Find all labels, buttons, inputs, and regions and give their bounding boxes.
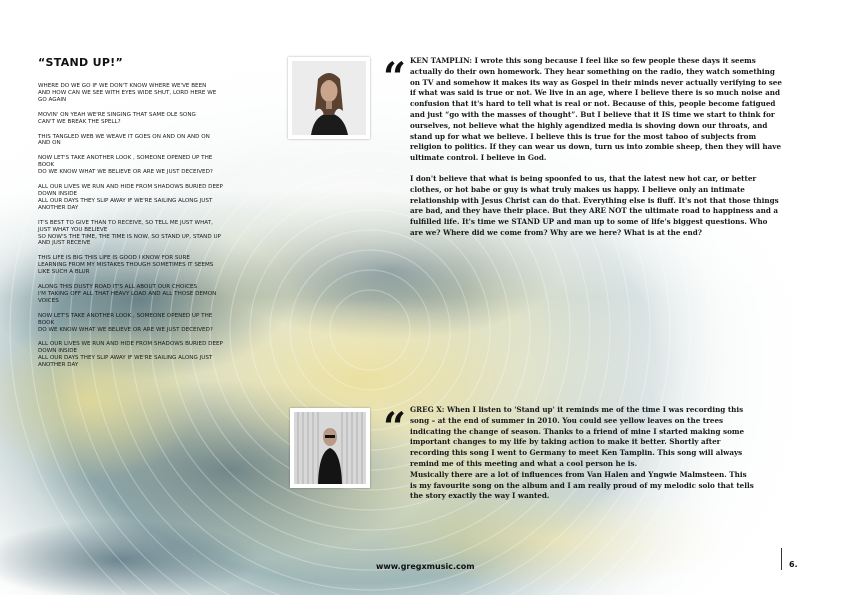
greg-x-statement	[410, 405, 755, 512]
quote-mark-icon: “	[383, 54, 407, 101]
ken-tamplin-photo	[288, 57, 370, 139]
statement-paragraph: I wrote this song because I feel like so few people these days it seems actually do their own homework. They hear something on the radio, they watch something on TV and somehow it makes its way as Gospel in their minds never actually verifying to see if what was said is true or not. We live in an age, where I believe there is so much noise and confusion that it's hard to tell what is real or not. Because of this, people become fatigued and just “go with the masses of thought”. But I believe that it IS time we start to think for ourselves, not believe what the highly agendized media is shoving down our throats, and stand up for what we believe. I believe this is true for the most taboo of subjects from religion to politics. If they can wear us down, turn us into zombie sheep, then they will have ultimate control. I believe in God.	[410, 56, 782, 163]
statement-paragraph: Musically there are a lot of influences from Van Halen and Yngwie Malmsteen. This is my favourite song on the album and I am really proud of my melodic solo that tells the story exactly the way I wanted.	[410, 469, 754, 501]
statement-paragraph: I don't believe that what is being spoonfed to us, that the latest new hot car, or better clothes, or hot babe or guy is what truly makes us happy. I believe only an intimate relationship with Jesus Christ can do that. Everything else is fluff. It's not that those things are bad, and they have their place. But they ARE NOT the ultimate road to happiness and a fulfilled life. It's time we STAND UP and man up to some of life's biggest questions. Who are we? Where did we come from? Why are we here? What is at the end?	[410, 173, 779, 237]
lyrics-verse: WHERE DO WE GO IF WE DON'T KNOW WHERE WE'VE BEEN AND HOW CAN WE SEE WITH EYES WIDE SHUT, LORD HERE WE GO AGAIN	[38, 83, 217, 103]
lyrics-verse: THIS TANGLED WEB WE WEAVE IT GOES ON AND ON AND ON AND ON	[38, 133, 210, 147]
speaker-name: GREG X:	[410, 405, 445, 414]
lyrics-verse: MOVIN' ON YEAH WE'RE SINGING THAT SAME OLE SONG CAN'T WE BREAK THE SPELL?	[38, 111, 196, 125]
lyrics-verse: ALONG THIS DUSTY ROAD IT'S ALL ABOUT OUR CHOICES I'M TAKING OFF ALL THAT HEAVY LOAD AND ALL THOSE DEMON VOICES	[38, 284, 217, 304]
lyrics-verse: ALL OUR LIVES WE RUN AND HIDE FROM SHADOWS BURIED DEEP DOWN INSIDE ALL OUR DAYS THEY SLIP AWAY IF WE'RE SAILING ALONG JUST ANOTHER DAY	[38, 341, 223, 369]
quote-mark-icon: “	[383, 404, 407, 451]
lyrics-verse: NOW LET'S TAKE ANOTHER LOOK , SOMEONE OPENED UP THE BOOK DO WE KNOW WHAT WE BELIEVE OR ARE WE JUST DECEIVED?	[38, 312, 213, 333]
statement-paragraph: When I listen to 'Stand up' it reminds me of the time I was recording this song – at the end of summer in 2010. You could see yellow leaves on the trees indicating the change of season. Thanks to a friend of mine I started making some important changes to my life by taking action to make it better. Shortly after recording this song I went to Germany to meet Ken Tamplin. This song will always remind me of this meeting and what a cool person he is.	[410, 405, 745, 468]
ken-tamplin-statement	[410, 56, 782, 249]
website-url: www.gregxmusic.com	[376, 562, 475, 571]
lyrics-verse: THIS LIFE IS BIG THIS LIFE IS GOOD I KNOW FOR SURE LEARNING FROM MY MISTAKES THOUGH SOMETIMES IT SEEMS LIKE SUCH A BLUR	[38, 255, 214, 276]
lyrics-verse: NOW LET'S TAKE ANOTHER LOOK , SOMEONE OPENED UP THE BOOK DO WE KNOW WHAT WE BELIEVE OR ARE WE JUST DECEIVED?	[38, 155, 213, 176]
speaker-name: KEN TAMPLIN:	[410, 56, 473, 65]
song-title: “STAND UP!”	[38, 56, 124, 69]
page-number-divider	[781, 548, 782, 570]
greg-x-photo	[290, 408, 370, 488]
page-number: 6.	[789, 560, 798, 569]
lyrics-verse: IT'S BEST TO GIVE THAN TO RECEIVE, SO TELL ME JUST WHAT, JUST WHAT YOU BELIEVE SO NOW'S THE TIME, THE TIME IS NOW, SO STAND UP, STAND UP AND JUST RECEIVE	[38, 219, 221, 247]
lyrics-column	[38, 56, 223, 377]
lyrics-verse: ALL OUR LIVES WE RUN AND HIDE FROM SHADOWS BURIED DEEP DOWN INSIDE ALL OUR DAYS THEY SLIP AWAY IF WE'RE SAILING ALONG JUST ANOTHER DAY	[38, 184, 223, 211]
